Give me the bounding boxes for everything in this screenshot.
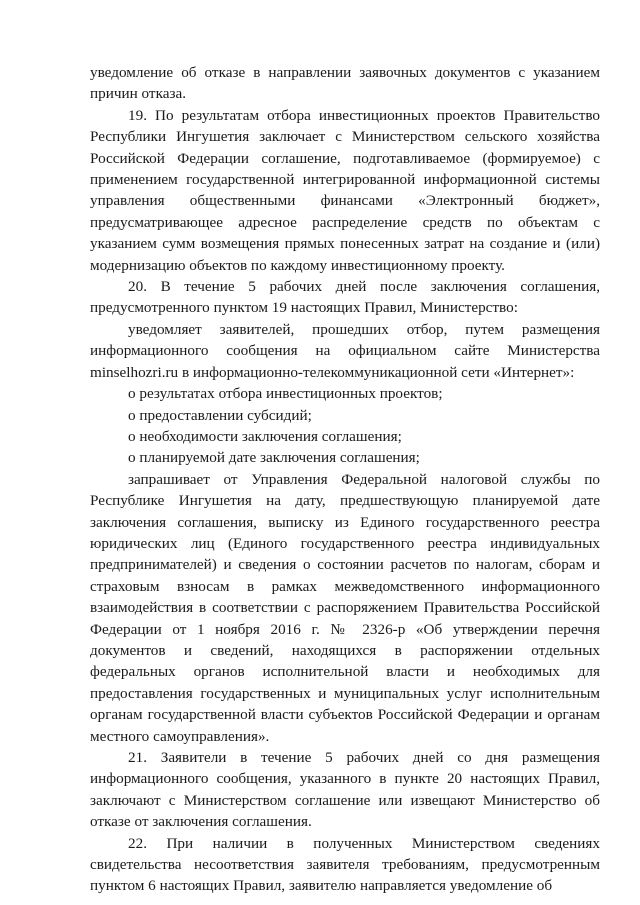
paragraph-refusal-notice-end: уведомление об отказе в направлении заявочных документов с указанием причин отказа. bbox=[90, 64, 600, 103]
list-item-agreement-need: о необходимости заключения соглашения; bbox=[128, 427, 402, 445]
paragraph-21: 21. Заявители в течение 5 рабочих дней со дня размещения информационного сообщения, указанного в пункте 20 настоящих Правил, заключают с Министерством соглашение или извещают Министерство об отказе от заключения соглашения. bbox=[90, 749, 600, 831]
paragraph-20-notifies: уведомляет заявителей, прошедших отбор, путем размещения информационного сообщения на официальном сайте Министерства minselhozri.ru в информационно-телекоммуникационной сети «Интернет»: bbox=[90, 320, 600, 381]
paragraph-20-requests: запрашивает от Управления Федеральной налоговой службы по Республике Ингушетия на дату, предшествующую планируемой дате заключения соглашения, выписку из Единого государственного реестра юридических лиц (Единого государственного реестра индивидуальных предпринимателей) и сведения о состоянии расчетов по налогам, сборам и страховым взносам в рамках межведомственного информационного взаимодействия в соответствии с распоряжением Правительства Российской Федерации от 1 ноября 2016 г. № 2326-р «Об утверждении перечня документов и сведений, находящихся в распоряжении отдельных федеральных органов исполнительной власти и необходимых для предоставления государственных и муниципальных услуг исполнительным органам государственной власти субъектов Российской Федерации и органам местного самоуправления». bbox=[90, 470, 600, 745]
paragraph-22: 22. При наличии в полученных Министерством сведениях свидетельства несоответствия заявителя требованиям, предусмотренным пунктом 6 настоящих Правил, заявителю направляется уведомление об bbox=[90, 834, 600, 895]
paragraph-20: 20. В течение 5 рабочих дней после заключения соглашения, предусмотренного пунктом 19 настоящих Правил, Министерство: bbox=[90, 278, 600, 317]
list-item-selection-results: о результатах отбора инвестиционных проектов; bbox=[128, 385, 443, 403]
list-item-agreement-date: о планируемой дате заключения соглашения; bbox=[128, 449, 420, 467]
list-item-subsidies: о предоставлении субсидий; bbox=[128, 406, 312, 424]
paragraph-19: 19. По результатам отбора инвестиционных проектов Правительство Республики Ингушетия заключает с Министерством сельского хозяйства Российской Федерации соглашение, подготавливаемое (формируемое) с применением государственной интегрированной информационной системы управления общественными финансами «Электронный бюджет», предусматривающее адресное распределение средств по объектам с указанием сумм возмещения прямых понесенных затрат на создание и (или) модернизацию объектов по каждому инвестиционному проекту. bbox=[90, 106, 600, 274]
